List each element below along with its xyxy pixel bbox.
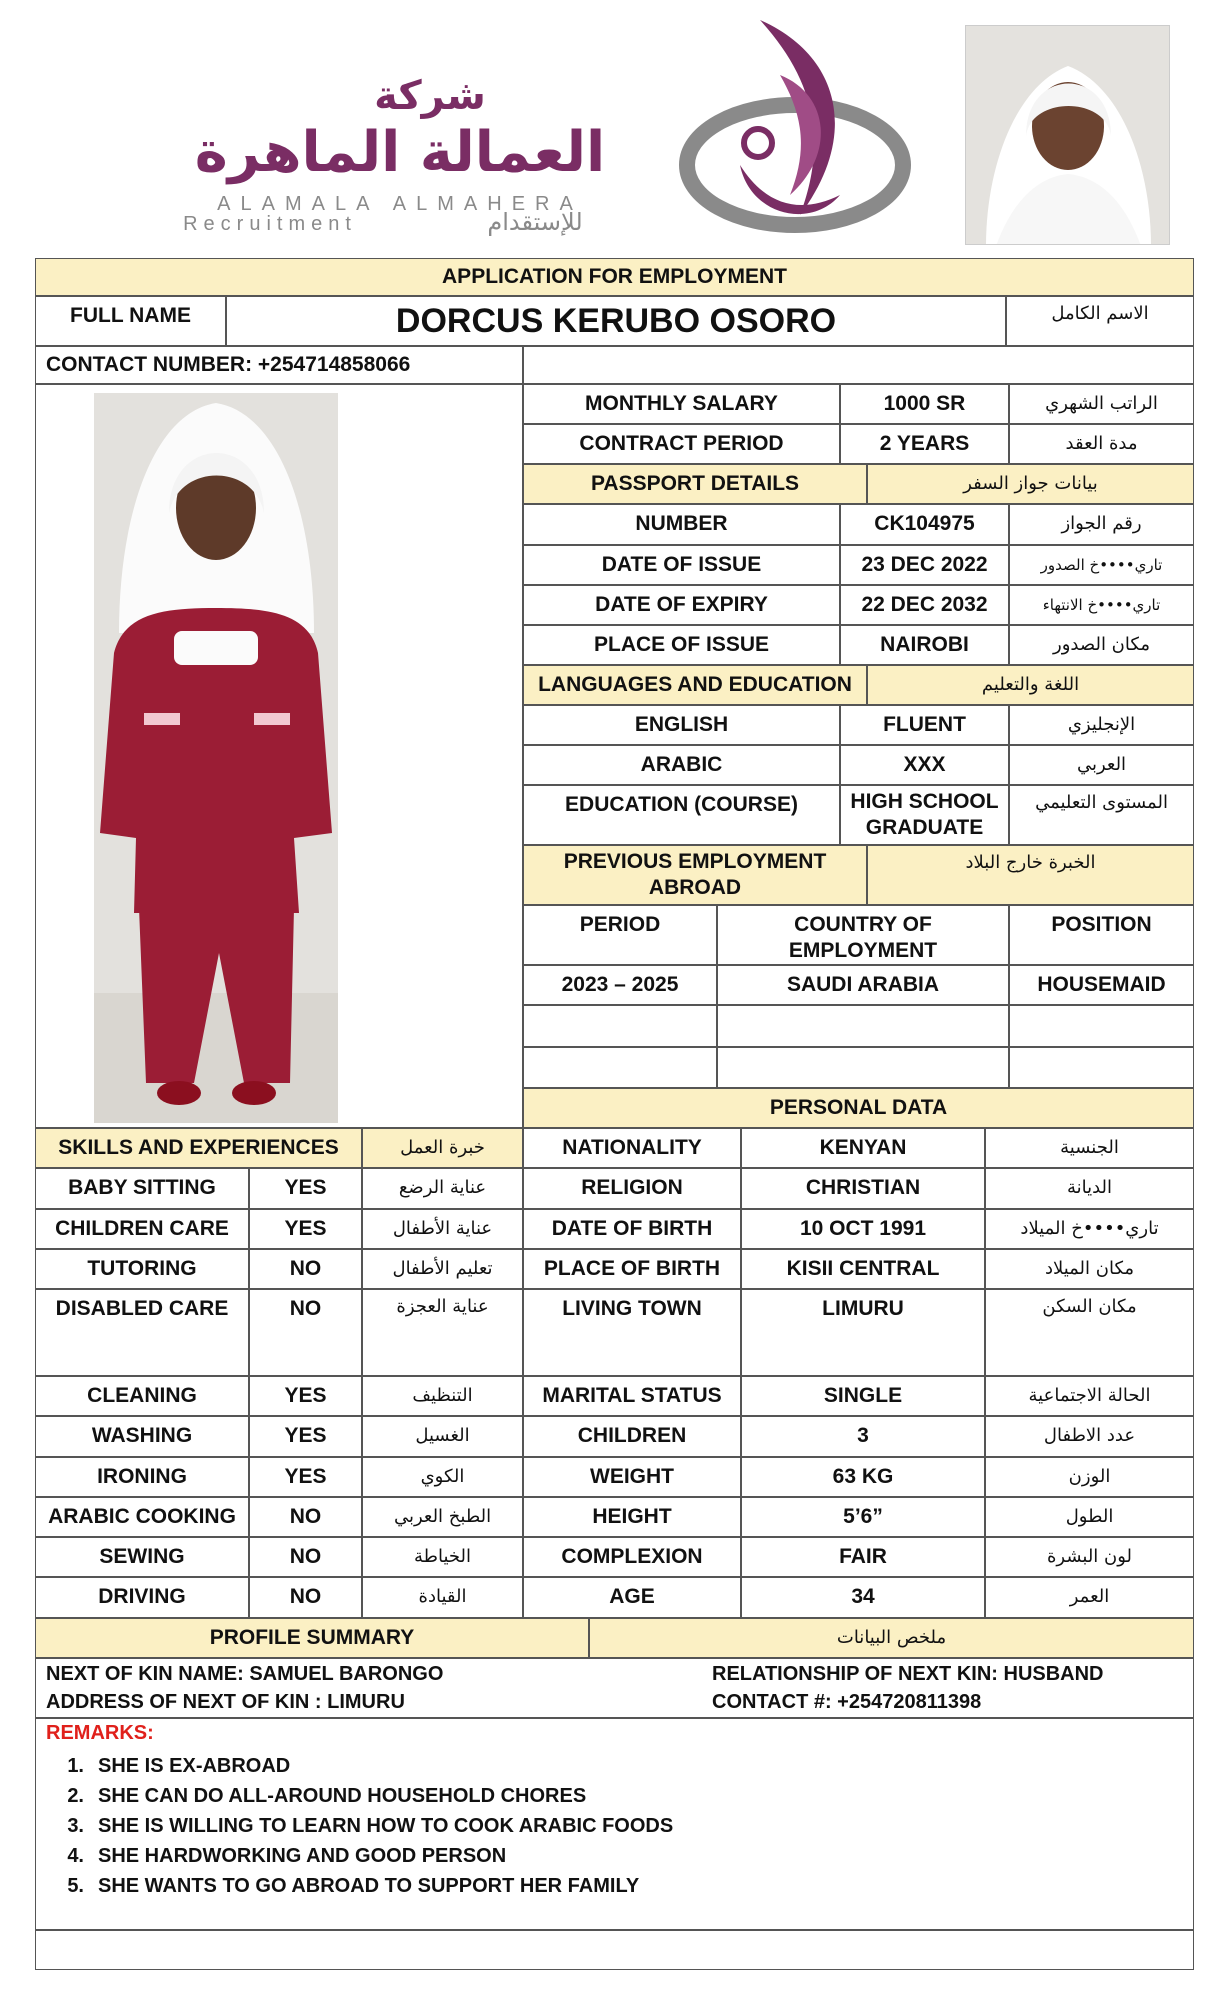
remark-item: 1. SHE IS EX-ABROAD — [67, 1755, 291, 1777]
contract-period-label: CONTRACT PERIOD — [523, 424, 840, 464]
logo-arabic-main: العمالة الماهرة — [194, 120, 606, 185]
contract-period-value: 2 YEARS — [840, 424, 1009, 464]
skill-9-label: DRIVING — [35, 1577, 249, 1618]
skill-4-value: YES — [249, 1376, 362, 1416]
date-of-issue-label-ar: تاري••••خ الصدور — [1009, 545, 1194, 585]
company-logo — [140, 15, 930, 250]
passport-section-title: PASSPORT DETAILS — [523, 464, 867, 504]
personal-9-label: COMPLEXION — [523, 1537, 741, 1577]
logo-latin: ALAMALA ALMAHERA — [217, 193, 583, 215]
languages-section-title: LANGUAGES AND EDUCATION — [523, 665, 867, 705]
skill-4-label-ar: التنظيف — [362, 1376, 523, 1416]
skill-4-label: CLEANING — [35, 1376, 249, 1416]
arabic-value: XXX — [840, 745, 1009, 785]
personal-3-value: KISII CENTRAL — [741, 1249, 985, 1289]
education-label: EDUCATION (COURSE) — [523, 785, 840, 845]
next-of-kin-relationship: RELATIONSHIP OF NEXT KIN: HUSBAND — [712, 1663, 1104, 1685]
employment-header-period: PERIOD — [523, 905, 717, 965]
skill-2-label-ar: تعليم الأطفال — [362, 1249, 523, 1289]
personal-1-label: RELIGION — [523, 1168, 741, 1209]
personal-1-value: CHRISTIAN — [741, 1168, 985, 1209]
personal-4-label: LIVING TOWN — [523, 1289, 741, 1376]
skill-2-label: TUTORING — [35, 1249, 249, 1289]
passport-section-title-ar: بيانات جواز السفر — [867, 464, 1194, 504]
personal-10-value: 34 — [741, 1577, 985, 1618]
personal-6-value: 3 — [741, 1416, 985, 1457]
personal-4-label-ar: مكان السكن — [985, 1289, 1194, 1376]
profile-section-title-ar: ملخص البيانات — [589, 1618, 1194, 1658]
personal-9-label-ar: لون البشرة — [985, 1537, 1194, 1577]
personal-1-label-ar: الديانة — [985, 1168, 1194, 1209]
skill-7-label: ARABIC COOKING — [35, 1497, 249, 1537]
personal-section-title: PERSONAL DATA — [523, 1088, 1194, 1128]
passport-number-value: CK104975 — [840, 504, 1009, 545]
date-of-expiry-label: DATE OF EXPIRY — [523, 585, 840, 625]
place-of-issue-label: PLACE OF ISSUE — [523, 625, 840, 665]
skill-0-label: BABY SITTING — [35, 1168, 249, 1209]
employment-row-empty — [717, 1005, 1009, 1047]
skill-5-value: YES — [249, 1416, 362, 1457]
personal-5-label-ar: الحالة الاجتماعية — [985, 1376, 1194, 1416]
logo-arabic-top: شركة — [374, 73, 486, 119]
skill-6-label-ar: الكوي — [362, 1457, 523, 1497]
education-label-ar: المستوى التعليمي — [1009, 785, 1194, 845]
employment-row-period: 2023 – 2025 — [523, 965, 717, 1005]
personal-3-label-ar: مكان الميلاد — [985, 1249, 1194, 1289]
remark-item: 3. SHE IS WILLING TO LEARN HOW TO COOK ARABIC FOODS — [67, 1815, 674, 1837]
bottom-empty-row — [35, 1930, 1194, 1970]
place-of-issue-value: NAIROBI — [840, 625, 1009, 665]
full-name-label-ar: الاسم الكامل — [1006, 296, 1194, 346]
personal-3-label: PLACE OF BIRTH — [523, 1249, 741, 1289]
skills-section-title-ar: خبرة العمل — [362, 1128, 523, 1168]
remark-item: 2. SHE CAN DO ALL-AROUND HOUSEHOLD CHORES — [67, 1785, 587, 1807]
skills-section-title: SKILLS AND EXPERIENCES — [35, 1128, 362, 1168]
monthly-salary-label: MONTHLY SALARY — [523, 384, 840, 424]
contact-number: CONTACT NUMBER: +254714858066 — [35, 346, 523, 384]
skill-6-value: YES — [249, 1457, 362, 1497]
skill-5-label-ar: الغسيل — [362, 1416, 523, 1457]
personal-7-label: WEIGHT — [523, 1457, 741, 1497]
logo-sub-latin: Recruitment — [183, 213, 357, 235]
passport-number-label: NUMBER — [523, 504, 840, 545]
full-name-value: DORCUS KERUBO OSORO — [226, 296, 1006, 346]
remarks-list — [46, 1751, 673, 1901]
employment-row-empty — [523, 1047, 717, 1088]
personal-2-label: DATE OF BIRTH — [523, 1209, 741, 1249]
personal-2-value: 10 OCT 1991 — [741, 1209, 985, 1249]
english-label-ar: الإنجليزي — [1009, 705, 1194, 745]
education-value: HIGH SCHOOL GRADUATE — [840, 785, 1009, 845]
form-title: APPLICATION FOR EMPLOYMENT — [35, 258, 1194, 296]
place-of-issue-label-ar: مكان الصدور — [1009, 625, 1194, 665]
skill-1-label-ar: عناية الأطفال — [362, 1209, 523, 1249]
applicant-headshot — [965, 25, 1170, 245]
skill-8-label-ar: الخياطة — [362, 1537, 523, 1577]
arabic-label: ARABIC — [523, 745, 840, 785]
skill-9-value: NO — [249, 1577, 362, 1618]
employment-row-empty — [1009, 1005, 1194, 1047]
employment-header-position: POSITION — [1009, 905, 1194, 965]
arabic-label-ar: العربي — [1009, 745, 1194, 785]
next-of-kin-address: ADDRESS OF NEXT OF KIN : LIMURU — [46, 1691, 405, 1713]
date-of-expiry-value: 22 DEC 2032 — [840, 585, 1009, 625]
monthly-salary-value: 1000 SR — [840, 384, 1009, 424]
remarks-title: REMARKS: — [46, 1722, 154, 1744]
date-of-issue-label: DATE OF ISSUE — [523, 545, 840, 585]
personal-7-label-ar: الوزن — [985, 1457, 1194, 1497]
personal-0-label: NATIONALITY — [523, 1128, 741, 1168]
skill-7-label-ar: الطبخ العربي — [362, 1497, 523, 1537]
personal-8-label-ar: الطول — [985, 1497, 1194, 1537]
skill-3-value: NO — [249, 1289, 362, 1376]
full-name-label: FULL NAME — [35, 296, 226, 346]
remark-item: 4. SHE HARDWORKING AND GOOD PERSON — [67, 1845, 507, 1867]
employment-row-country: SAUDI ARABIA — [717, 965, 1009, 1005]
skill-0-label-ar: عناية الرضع — [362, 1168, 523, 1209]
personal-5-value: SINGLE — [741, 1376, 985, 1416]
english-value: FLUENT — [840, 705, 1009, 745]
personal-8-label: HEIGHT — [523, 1497, 741, 1537]
employment-row-empty — [523, 1005, 717, 1047]
employment-row-empty — [717, 1047, 1009, 1088]
personal-8-value: 5’6” — [741, 1497, 985, 1537]
personal-0-value: KENYAN — [741, 1128, 985, 1168]
date-of-issue-value: 23 DEC 2022 — [840, 545, 1009, 585]
monthly-salary-label-ar: الراتب الشهري — [1009, 384, 1194, 424]
skill-8-label: SEWING — [35, 1537, 249, 1577]
skill-6-label: IRONING — [35, 1457, 249, 1497]
english-label: ENGLISH — [523, 705, 840, 745]
skill-8-value: NO — [249, 1537, 362, 1577]
passport-number-label-ar: رقم الجواز — [1009, 504, 1194, 545]
skill-3-label-ar: عناية العجزة — [362, 1289, 523, 1376]
personal-9-value: FAIR — [741, 1537, 985, 1577]
personal-2-label-ar: تاري••••خ الميلاد — [985, 1209, 1194, 1249]
contact-row-empty — [523, 346, 1194, 384]
employment-header-country: COUNTRY OF EMPLOYMENT — [717, 905, 1009, 965]
personal-7-value: 63 KG — [741, 1457, 985, 1497]
skill-7-value: NO — [249, 1497, 362, 1537]
next-of-kin-contact: CONTACT #: +254720811398 — [712, 1691, 982, 1713]
personal-6-label-ar: عدد الاطفال — [985, 1416, 1194, 1457]
logo-emblem-icon — [670, 15, 920, 250]
next-of-kin-name: NEXT OF KIN NAME: SAMUEL BARONGO — [46, 1663, 444, 1685]
languages-section-title-ar: اللغة والتعليم — [867, 665, 1194, 705]
skill-3-label: DISABLED CARE — [35, 1289, 249, 1376]
employment-section-title-ar: الخبرة خارج البلاد — [867, 845, 1194, 905]
skill-5-label: WASHING — [35, 1416, 249, 1457]
employment-row-position: HOUSEMAID — [1009, 965, 1194, 1005]
contract-period-label-ar: مدة العقد — [1009, 424, 1194, 464]
personal-4-value: LIMURU — [741, 1289, 985, 1376]
logo-sub-arabic: للإستقدام — [487, 208, 583, 236]
personal-10-label: AGE — [523, 1577, 741, 1618]
employment-section-title: PREVIOUS EMPLOYMENT ABROAD — [523, 845, 867, 905]
skill-9-label-ar: القيادة — [362, 1577, 523, 1618]
personal-6-label: CHILDREN — [523, 1416, 741, 1457]
date-of-expiry-label-ar: تاري••••خ الانتهاء — [1009, 585, 1194, 625]
profile-section-title: PROFILE SUMMARY — [35, 1618, 589, 1658]
skill-2-value: NO — [249, 1249, 362, 1289]
employment-row-empty — [1009, 1047, 1194, 1088]
personal-10-label-ar: العمر — [985, 1577, 1194, 1618]
skill-0-value: YES — [249, 1168, 362, 1209]
skill-1-value: YES — [249, 1209, 362, 1249]
remark-item: 5. SHE WANTS TO GO ABROAD TO SUPPORT HER FAMILY — [67, 1875, 640, 1897]
skill-1-label: CHILDREN CARE — [35, 1209, 249, 1249]
applicant-full-body-photo — [94, 393, 338, 1123]
personal-0-label-ar: الجنسية — [985, 1128, 1194, 1168]
personal-5-label: MARITAL STATUS — [523, 1376, 741, 1416]
